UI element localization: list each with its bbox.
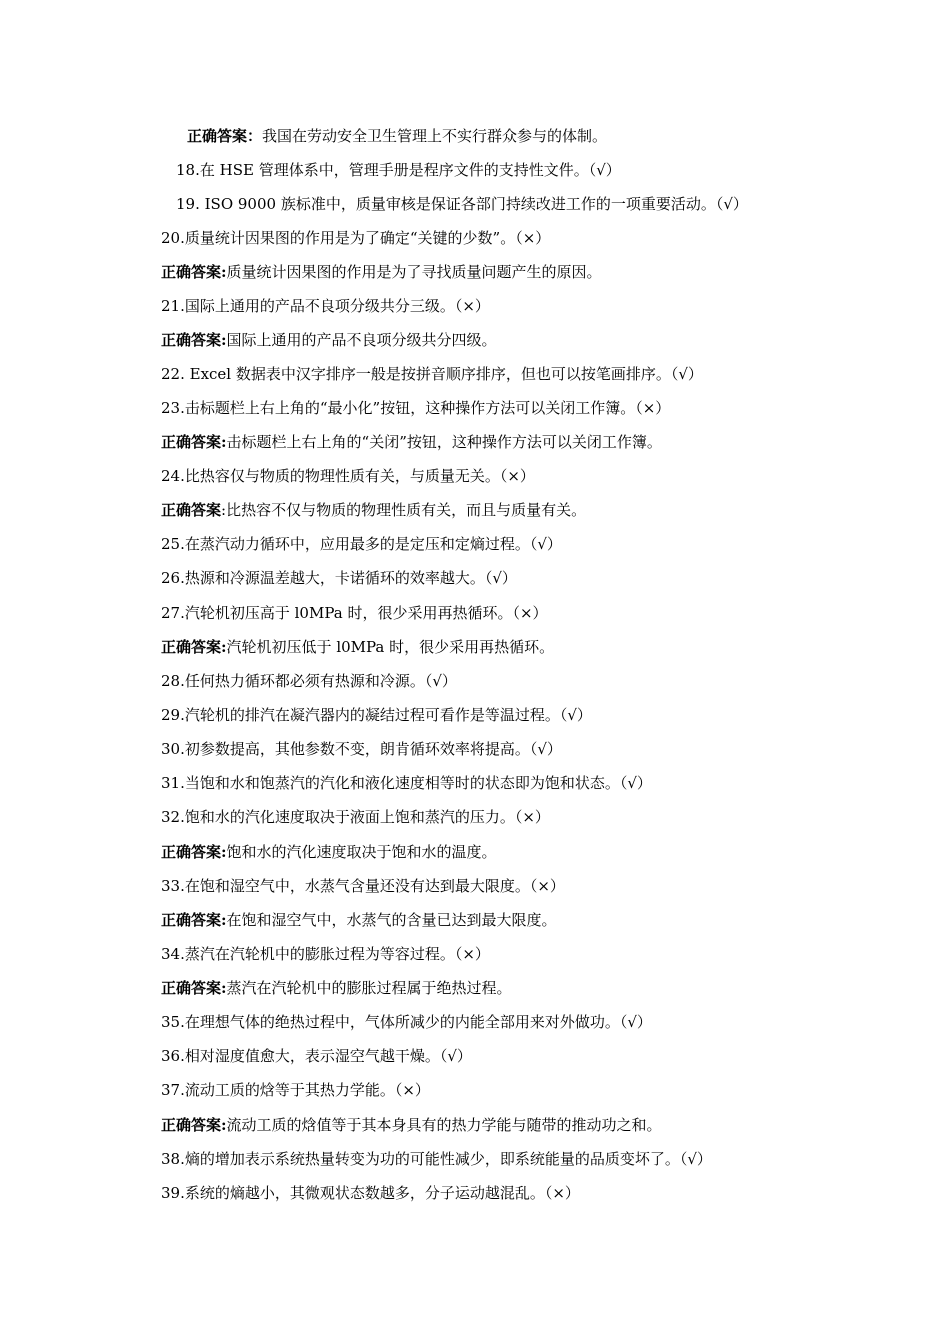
question-line: 36.相对湿度值愈大，表示湿空气越干燥。（√） bbox=[161, 1047, 472, 1065]
question-line: 22. Excel 数据表中汉字排序一般是按拼音顺序排序，但也可以按笔画排序。（√） bbox=[161, 365, 703, 383]
answer-label: 正确答案: bbox=[161, 433, 227, 451]
answer-line bbox=[187, 126, 607, 146]
question-line: 30.初参数提高，其他参数不变，朗肯循环效率将提高。（√） bbox=[161, 740, 562, 758]
answer-text: :比热容不仅与物质的物理性质有关，而且与质量有关。 bbox=[221, 501, 587, 519]
answer-label: 正确答案: bbox=[161, 979, 227, 997]
question-line: 18.在 HSE 管理体系中，管理手册是程序文件的支持性文件。（√） bbox=[176, 161, 621, 179]
answer-text: 质量统计因果图的作用是为了寻找质量问题产生的原因。 bbox=[226, 263, 602, 281]
answer-line bbox=[161, 1115, 662, 1135]
question-line: 25.在蒸汽动力循环中，应用最多的是定压和定熵过程。（√） bbox=[161, 535, 562, 553]
answer-label: 正确答案: bbox=[161, 263, 227, 281]
answer-text: 我国在劳动安全卫生管理上不实行群众参与的体制。 bbox=[262, 127, 608, 145]
answer-text: 蒸汽在汽轮机中的膨胀过程属于绝热过程。 bbox=[226, 979, 512, 997]
answer-line bbox=[161, 637, 554, 657]
answer-line bbox=[161, 330, 497, 350]
answer-label: 正确答案: bbox=[161, 911, 227, 929]
question-line: 33.在饱和湿空气中，水蒸气含量还没有达到最大限度。（×） bbox=[161, 877, 565, 895]
answer-text: 汽轮机初压低于 l0MPa 时，很少采用再热循环。 bbox=[226, 638, 555, 656]
answer-label: 正确答案: bbox=[161, 843, 227, 861]
question-line: 35.在理想气体的绝热过程中，气体所减少的内能全部用来对外做功。（√） bbox=[161, 1013, 652, 1031]
answer-line bbox=[161, 432, 662, 452]
answer-label: 正确答案: bbox=[161, 331, 227, 349]
answer-label: 正确答案: bbox=[161, 1116, 227, 1134]
question-line: 26.热源和冷源温差越大，卡诺循环的效率越大。（√） bbox=[161, 569, 517, 587]
answer-line bbox=[161, 910, 557, 930]
question-line: 28.任何热力循环都必须有热源和冷源。（√） bbox=[161, 672, 457, 690]
answer-text: 国际上通用的产品不良项分级共分四级。 bbox=[226, 331, 497, 349]
question-line: 27.汽轮机初压高于 l0MPa 时，很少采用再热循环。（×） bbox=[161, 604, 548, 622]
answer-label: 正确答案: bbox=[161, 638, 227, 656]
answer-text: 流动工质的焓值等于其本身具有的热力学能与随带的推动功之和。 bbox=[226, 1116, 662, 1134]
question-line: 21.国际上通用的产品不良项分级共分三级。（×） bbox=[161, 297, 490, 315]
answer-line bbox=[161, 500, 586, 520]
question-line: 19. ISO 9000 族标准中，质量审核是保证各部门持续改进工作的一项重要活动。（√） bbox=[176, 195, 748, 213]
answer-line bbox=[161, 978, 512, 998]
question-line: 34.蒸汽在汽轮机中的膨胀过程为等容过程。（×） bbox=[161, 945, 490, 963]
answer-label: 正确答案 bbox=[161, 501, 222, 519]
question-line: 20.质量统计因果图的作用是为了确定“关键的少数”。（×） bbox=[161, 229, 551, 247]
answer-line bbox=[161, 842, 497, 862]
question-line: 39.系统的熵越小，其微观状态数越多，分子运动越混乱。（×） bbox=[161, 1184, 580, 1202]
question-line: 23.击标题栏上右上角的“最小化”按钮，这种操作方法可以关闭工作簿。（×） bbox=[161, 399, 671, 417]
question-line: 38.熵的增加表示系统热量转变为功的可能性减少，即系统能量的品质变坏了。（√） bbox=[161, 1150, 712, 1168]
answer-text: 击标题栏上右上角的“关闭”按钮，这种操作方法可以关闭工作簿。 bbox=[226, 433, 662, 451]
question-line: 37.流动工质的焓等于其热力学能。（×） bbox=[161, 1081, 430, 1099]
answer-text: 饱和水的汽化速度取决于饱和水的温度。 bbox=[226, 843, 497, 861]
answer-label: 正确答案： bbox=[187, 127, 263, 145]
question-line: 32.饱和水的汽化速度取决于液面上饱和蒸汽的压力。（×） bbox=[161, 808, 550, 826]
question-line: 24.比热容仅与物质的物理性质有关，与质量无关。（×） bbox=[161, 467, 535, 485]
question-line: 29.汽轮机的排汽在凝汽器内的凝结过程可看作是等温过程。（√） bbox=[161, 706, 592, 724]
question-line: 31.当饱和水和饱蒸汽的汽化和液化速度相等时的状态即为饱和状态。（√） bbox=[161, 774, 652, 792]
answer-text: 在饱和湿空气中，水蒸气的含量已达到最大限度。 bbox=[226, 911, 557, 929]
answer-line bbox=[161, 262, 602, 282]
